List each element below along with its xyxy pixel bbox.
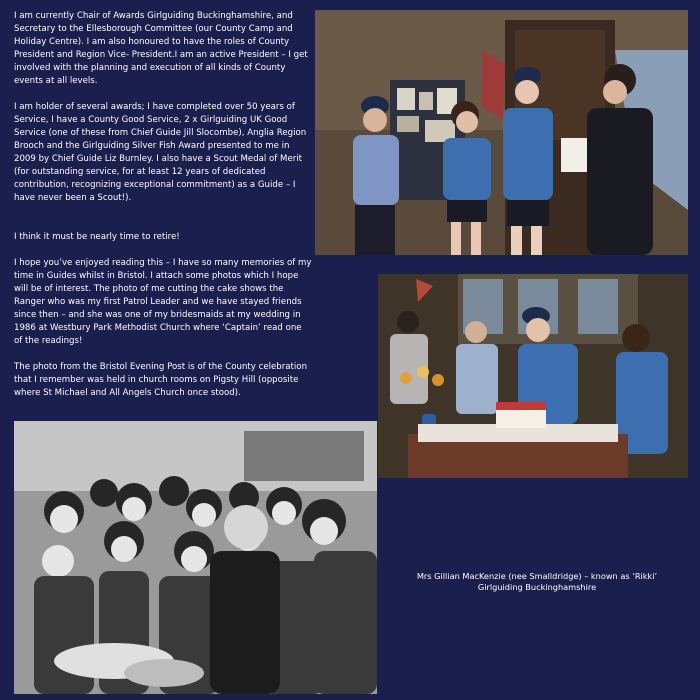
intro-paragraph: I am currently Chair of Awards Girlguiding Buckinghamshire, and Secretary to the Ellesborough Committee (our County Camp and Holiday Centre). I am also honoured to have the roles of County President and Region Vice- President.I am an active President – I get involved with the planning and execution of all kinds of County events at all levels. — [14, 11, 308, 86]
caption-organisation: Girlguiding Buckinghamshire — [477, 582, 597, 592]
cake-cutting-photo — [378, 274, 688, 478]
awards-paragraph: I am holder of several awards; I have completed over 50 years of Service, I have a County Good Service, 2 x Girlguiding UK Good Service (one of these from Chief Guide Jill Slocombe), Anglia Region Brooch and the Girlguiding Silver Fish Award presented to me in 2009 by Chief Guide Liz Burnley. I also have a Scout Medal of Merit (for outstanding service, for at least 12 years of dedicated contribution, recognizing exceptional commitment) as a Guide – I have never been a Scout!). — [14, 102, 307, 203]
newspaper-celebration-photo — [14, 421, 377, 694]
photo-caption — [392, 571, 682, 593]
newspaper-paragraph: The photo from the Bristol Evening Post is of the County celebration that I remember was held in church rooms on Pigsty Hill (opposite where St Michael and All Angels Church once stood). — [14, 362, 308, 398]
retire-paragraph: I think it must be nearly time to retire! — [14, 232, 180, 242]
award-presentation-photo — [315, 10, 688, 255]
caption-name: Mrs Gillian MacKenzie (nee Smalldridge) – known as ‘Rikki’ — [416, 571, 658, 581]
memories-paragraph: I hope you’ve enjoyed reading this – I have so many memories of my time in Guides whilst in Bristol. I attach some photos which I hope will be of interest. The photo of me cutting the cake shows the Ranger who was my first Patrol Leader and we have stayed friends since then – and she was one of my bridesmaids at my wedding in 1986 at Westbury Park Methodist Church where ‘Captain’ read one of the readings! — [14, 258, 312, 346]
